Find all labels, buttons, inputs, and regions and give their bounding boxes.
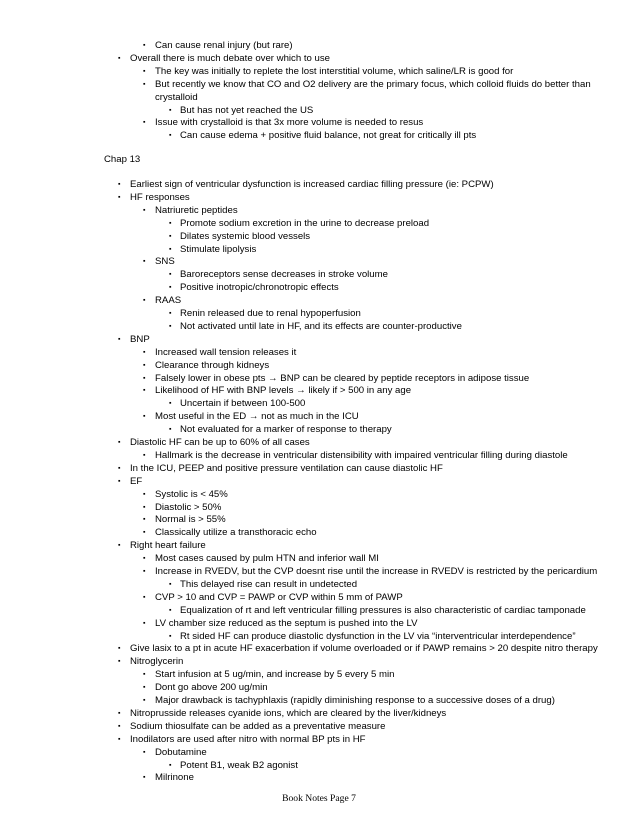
list-item-text: Uncertain if between 100-500 [180, 398, 306, 410]
list-item-text: Can cause renal injury (but rare) [155, 40, 293, 51]
bullet-marker: ▪ [143, 748, 146, 756]
bullet-marker: ▪ [143, 42, 146, 49]
list-item-text: Stimulate lipolysis [180, 243, 257, 255]
list-item-text: Increase in RVEDV, but the CVP doesnt rise until the increase in RVEDV is restricted by the pericardium [155, 566, 598, 577]
bullet-marker: ▪ [143, 619, 146, 627]
bullet-marker: ▪ [169, 310, 172, 317]
list-item-text: Major drawback is tachyphlaxis (rapidly diminishing response to a successive doses of a drug) [155, 695, 555, 706]
bullet-marker: ▪ [143, 555, 146, 563]
bullet-marker: ▪ [118, 477, 121, 485]
list-item-text: Equalization of rt and left ventricular filling pressures is also characteristic of cardiac tamponade [180, 604, 586, 616]
bullet-marker: ▪ [143, 490, 146, 498]
list-item-text: But recently we know that CO and O2 delivery are the primary focus, which colloid fluids do better than crystalloid [155, 78, 591, 103]
list-item-text: Renin released due to renal hypoperfusion [180, 308, 361, 319]
list-item-text: Most cases caused by pulm HTN and inferior wall MI [155, 553, 379, 565]
list-item-text: Promote sodium excretion in the urine to decrease preload [180, 217, 430, 229]
list-item-text: This delayed rise can result in undetected [180, 578, 358, 590]
list-item-text: HF responses [130, 191, 190, 203]
list-item-text: Overall there is much debate over which to use [130, 52, 330, 64]
bullet-marker: ▪ [143, 697, 146, 704]
list-item-text: Nitroglycerin [130, 656, 184, 668]
list-item-text: Milrinone [155, 772, 194, 784]
list-item-text: Dobutamine [155, 746, 207, 758]
list-item-text: Classically utilize a transthoracic echo [155, 527, 317, 539]
list-item-text: Diastolic > 50% [155, 501, 222, 513]
bullet-marker: ▪ [118, 658, 121, 666]
bullet-marker: ▪ [118, 54, 121, 62]
list-item-text: The key was initially to replete the lost interstitial volume, which saline/LR is good for [155, 65, 514, 77]
bullet-marker: ▪ [118, 645, 121, 653]
list-item-text: Can cause edema + positive fluid balance, not great for critically ill pts [180, 130, 477, 142]
bullet-marker: ▪ [118, 335, 121, 343]
bullet-marker: ▪ [169, 322, 172, 330]
bullet-marker: ▪ [143, 387, 146, 395]
bullet-marker: ▪ [143, 593, 146, 601]
bullet-marker: ▪ [143, 413, 146, 421]
bullet-marker: ▪ [169, 245, 172, 253]
bullet-marker: ▪ [143, 119, 146, 127]
bullet-marker: ▪ [169, 106, 172, 114]
list-item-text: EF [130, 475, 143, 487]
list-item-text: Hallmark is the decrease in ventricular distensibility with impaired ventricular filling during diastole [155, 449, 568, 461]
bullet-marker: ▪ [169, 606, 172, 614]
bullet-marker: ▪ [118, 709, 121, 717]
list-item-text: Increased wall tension releases it [155, 346, 297, 358]
list-item-text: Earliest sign of ventricular dysfunction is increased cardiac filling pressure (ie: PCPW) [130, 179, 494, 190]
bullet-marker: ▪ [169, 400, 172, 408]
list-item-text: Natriuretic peptides [155, 204, 238, 216]
list-item-text: Sodium thiosulfate can be added as a preventative measure [130, 720, 386, 732]
bullet-marker: ▪ [143, 348, 146, 356]
list-item-text: Not evaluated for a marker of response to therapy [180, 424, 392, 436]
bullet-marker: ▪ [169, 580, 172, 588]
list-item-text: Baroreceptors sense decreases in stroke volume [180, 269, 388, 281]
list-item-text: Inodilators are used after nitro with normal BP pts in HF [130, 733, 366, 745]
bullet-marker: ▪ [143, 67, 146, 75]
bullet-marker: ▪ [169, 219, 172, 227]
list-item-text: Dilates systemic blood vessels [180, 230, 311, 242]
list-item-text: Diastolic HF can be up to 60% of all cases [130, 437, 310, 448]
bullet-marker: ▪ [143, 503, 146, 511]
list-item-text: Potent B1, weak B2 agonist [180, 759, 298, 771]
list-item-text: LV chamber size reduced as the septum is pushed into the LV [155, 617, 418, 629]
list-item-text: Right heart failure [130, 540, 206, 552]
bullet-marker: ▪ [143, 206, 146, 214]
bullet-marker: ▪ [143, 568, 146, 575]
bullet-marker: ▪ [169, 232, 172, 240]
list-item-text: Clearance through kidneys [155, 359, 270, 371]
bullet-marker: ▪ [143, 297, 146, 305]
list-item-text: Normal is > 55% [155, 514, 226, 526]
bullet-marker: ▪ [143, 451, 146, 459]
bullet-marker: ▪ [143, 516, 146, 524]
bullet-marker: ▪ [118, 722, 121, 730]
list-item-text: In the ICU, PEEP and positive pressure ventilation can cause diastolic HF [130, 462, 443, 474]
bullet-marker: ▪ [169, 271, 172, 279]
bullet-marker: ▪ [118, 464, 121, 472]
bullet-marker: ▪ [143, 80, 146, 88]
bullet-marker: ▪ [143, 684, 146, 692]
bullet-marker: ▪ [118, 193, 121, 201]
list-item-text: Give lasix to a pt in acute HF exacerbation if volume overloaded or if PAWP remains > 20 despite nitro therapy [130, 643, 598, 655]
list-item-text: Systolic is < 45% [155, 488, 228, 500]
bullet-marker: ▪ [169, 426, 172, 434]
list-item-text: Dont go above 200 ug/min [155, 682, 268, 694]
bullet-marker: ▪ [143, 258, 146, 266]
list-item-text: Likelihood of HF with BNP levels → likely if > 500 in any age [155, 385, 412, 397]
list-item-text: CVP > 10 and CVP = PAWP or CVP within 5 mm of PAWP [155, 591, 403, 603]
list-item-text: Rt sided HF can produce diastolic dysfunction in the LV via “interventricular interdependence” [180, 630, 576, 642]
bullet-marker: ▪ [169, 284, 172, 292]
list-item-text: SNS [155, 256, 175, 268]
bullet-marker: ▪ [143, 671, 146, 679]
section-heading: Chap 13 [104, 154, 141, 165]
bullet-marker: ▪ [118, 735, 121, 743]
page-footer: Book Notes Page 7 [282, 793, 356, 804]
list-item-text: But has not yet reached the US [180, 104, 314, 116]
list-item-text: Positive inotropic/chronotropic effects [180, 282, 339, 294]
bullet-marker: ▪ [169, 761, 172, 769]
bullet-marker: ▪ [118, 439, 121, 446]
bullet-marker: ▪ [169, 632, 172, 640]
list-item-text: Nitroprusside releases cyanide ions, which are cleared by the liver/kidneys [130, 707, 447, 719]
bullet-marker: ▪ [118, 542, 121, 550]
bullet-marker: ▪ [143, 361, 146, 369]
bullet-marker: ▪ [169, 132, 172, 140]
bullet-marker: ▪ [143, 774, 146, 782]
list-item-text: Start infusion at 5 ug/min, and increase by 5 every 5 min [155, 669, 395, 681]
bullet-marker: ▪ [118, 181, 121, 188]
bullet-marker: ▪ [143, 529, 146, 537]
list-item-text: BNP [130, 333, 150, 345]
bullet-marker: ▪ [143, 374, 146, 382]
list-item-text: Falsely lower in obese pts → BNP can be cleared by peptide receptors in adipose tissue [155, 372, 530, 384]
list-item-text: Issue with crystalloid is that 3x more volume is needed to resus [155, 117, 424, 129]
list-item-text: RAAS [155, 295, 182, 307]
list-item-text: Most useful in the ED → not as much in the ICU [155, 411, 359, 423]
list-item-text: Not activated until late in HF, and its effects are counter-productive [180, 320, 462, 332]
